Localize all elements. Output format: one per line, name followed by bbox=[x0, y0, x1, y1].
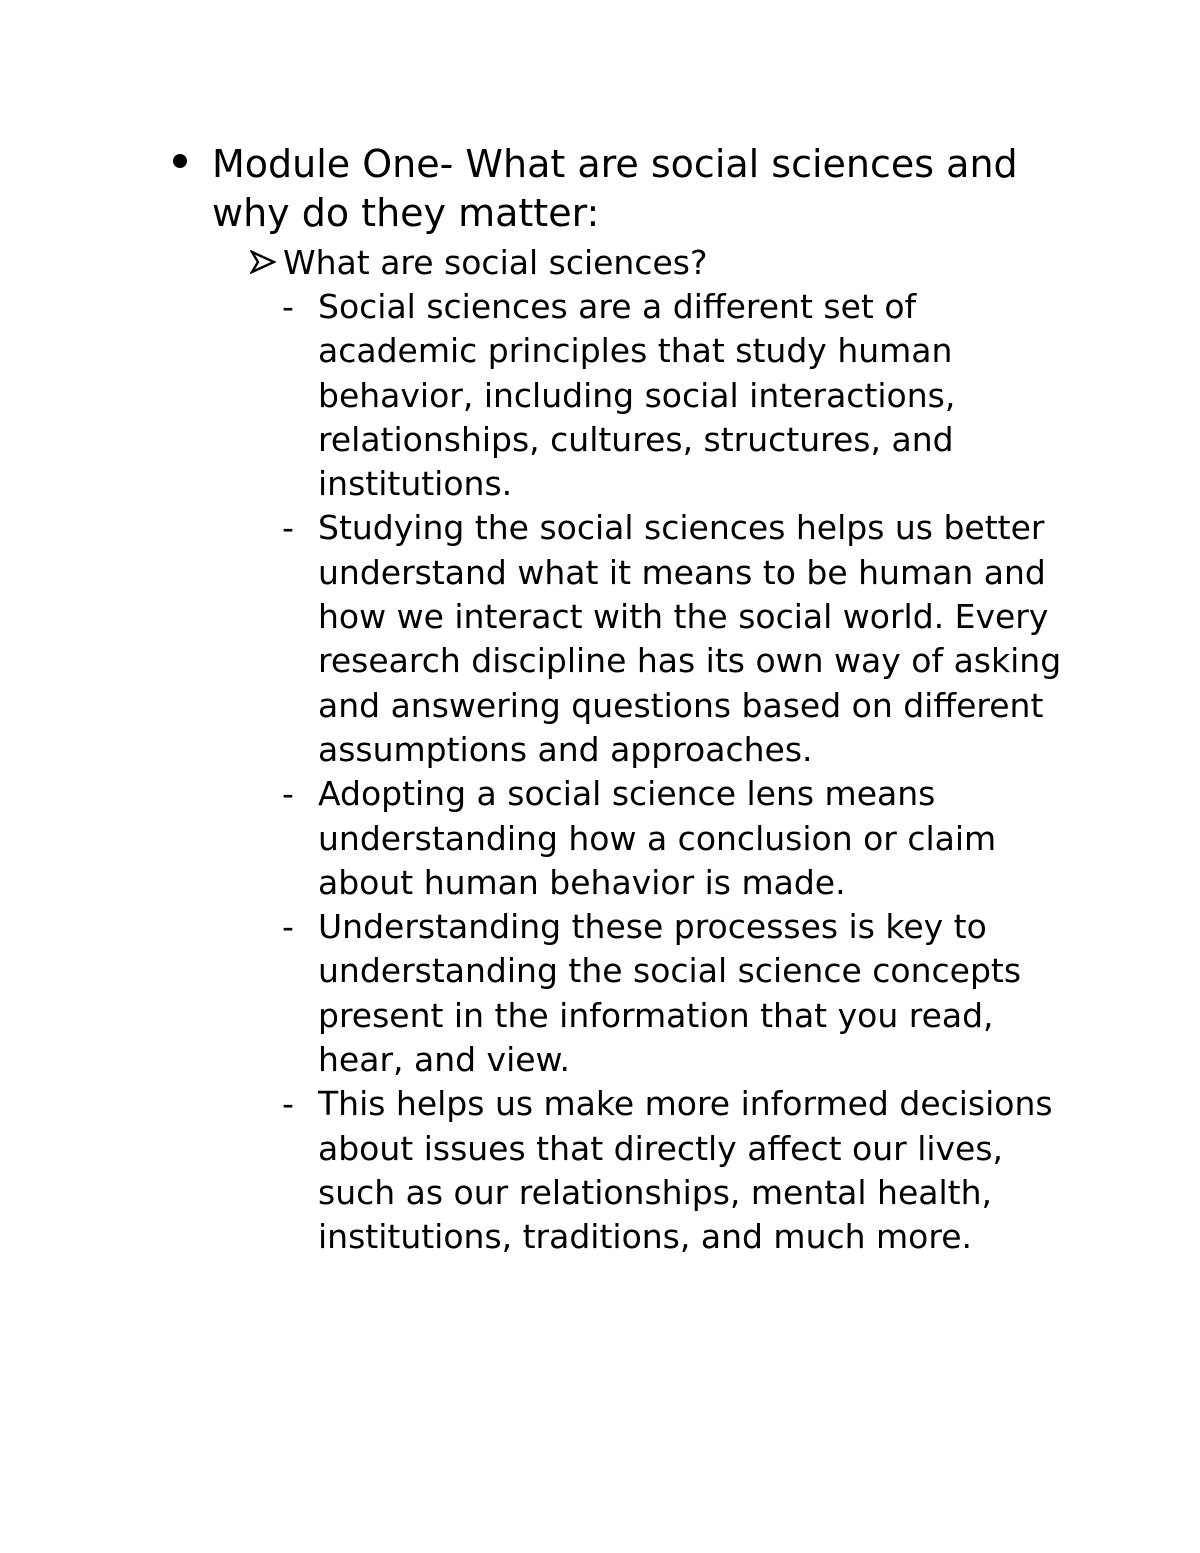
list-item bbox=[282, 285, 1063, 506]
list-item-text: Studying the social sciences helps us better understand what it means to be human and how we interact with the social world. Every research discipline has its own way of asking and answering questions based on different assumptions and approaches. bbox=[318, 508, 1062, 769]
dash-marker: - bbox=[282, 774, 294, 814]
list-item-text: Adopting a social science lens means understanding how a conclusion or claim about human behavior is made. bbox=[318, 774, 997, 902]
dash-marker: - bbox=[282, 907, 294, 947]
list-item bbox=[282, 506, 1063, 772]
sub-heading: What are social sciences? bbox=[283, 243, 708, 282]
sub-heading-item bbox=[250, 241, 1070, 285]
bullet-icon bbox=[173, 154, 187, 168]
dash-marker: - bbox=[282, 508, 294, 548]
dash-marker: - bbox=[282, 1084, 294, 1124]
list-item bbox=[282, 905, 1063, 1082]
module-heading-item bbox=[173, 140, 1053, 238]
dash-marker: - bbox=[282, 287, 294, 326]
dash-list bbox=[282, 285, 1072, 1260]
arrowhead-bullet-icon bbox=[250, 250, 276, 274]
list-item-text: Social sciences are a different set of academic principles that study human behavior, including social interactions, relationships, cultures, structures, and institutions. bbox=[318, 287, 956, 504]
list-item bbox=[282, 772, 1063, 905]
list-item-text: Understanding these processes is key to understanding the social science concepts present in the information that you read, hear, and view. bbox=[318, 907, 1022, 1080]
list-item bbox=[282, 1082, 1063, 1259]
list-item-text: This helps us make more informed decisions about issues that directly affect our lives, such as our relationships, mental health, institutions, traditions, and much more. bbox=[318, 1084, 1053, 1257]
module-heading: Module One- What are social sciences and why do they matter: bbox=[212, 142, 1018, 235]
